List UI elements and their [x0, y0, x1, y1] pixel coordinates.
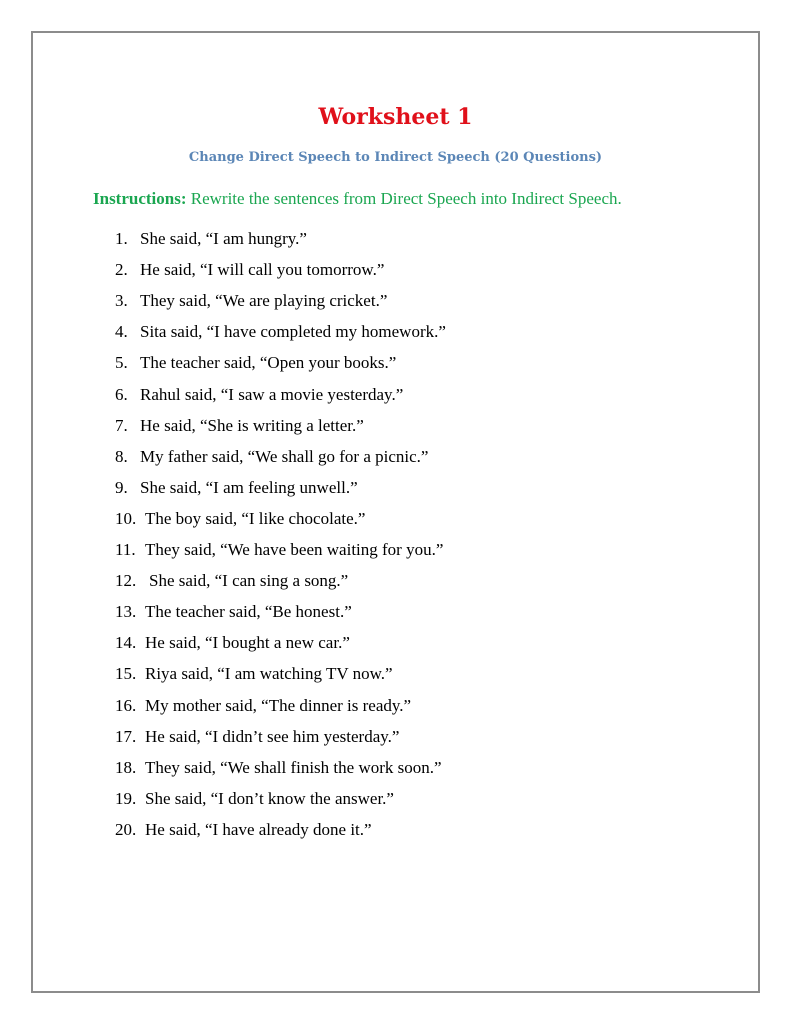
- question-text: Riya said, “I am watching TV now.”: [145, 664, 393, 684]
- question-text: She said, “I am hungry.”: [140, 229, 307, 248]
- question-number: 19.: [115, 788, 137, 808]
- instructions: [93, 189, 622, 209]
- question-number: 6.: [115, 384, 128, 404]
- question-text: She said, “I don’t know the answer.”: [145, 788, 394, 808]
- question-number: 12.: [115, 571, 137, 591]
- question-number: 1.: [115, 229, 128, 248]
- worksheet-subtitle: Change Direct Speech to Indirect Speech (20 Questions): [188, 150, 603, 165]
- question-text: My mother said, “The dinner is ready.”: [145, 695, 412, 715]
- question-text: The boy said, “I like chocolate.”: [145, 508, 366, 528]
- question-number: 4.: [115, 322, 128, 342]
- question-text: Rahul said, “I saw a movie yesterday.”: [140, 384, 404, 404]
- question-number: 20.: [115, 819, 137, 839]
- question-text: Sita said, “I have completed my homework.”: [140, 322, 446, 342]
- question-number: 14.: [115, 633, 137, 653]
- question-text: She said, “I can sing a song.”: [149, 571, 349, 591]
- question-number: 9.: [115, 477, 128, 497]
- question-text: They said, “We shall finish the work soon.”: [145, 757, 442, 777]
- question-number: 3.: [115, 291, 128, 311]
- question-number: 18.: [115, 757, 137, 777]
- instructions-label: Instructions:: [93, 189, 187, 208]
- question-number: 8.: [115, 446, 128, 466]
- question-text: He said, “I didn’t see him yesterday.”: [145, 726, 400, 746]
- question-number: 5.: [115, 353, 128, 373]
- question-number: 7.: [115, 415, 128, 435]
- question-text: He said, “I have already done it.”: [145, 819, 372, 839]
- question-text: She said, “I am feeling unwell.”: [140, 477, 358, 497]
- question-number: 10.: [115, 508, 137, 528]
- question-number: 2.: [115, 260, 128, 280]
- question-text: They said, “We have been waiting for you.”: [145, 540, 444, 559]
- question-text: He said, “I bought a new car.”: [145, 633, 350, 653]
- question-text: The teacher said, “Be honest.”: [145, 602, 352, 622]
- question-text: He said, “I will call you tomorrow.”: [140, 260, 385, 280]
- question-text: The teacher said, “Open your books.”: [140, 353, 397, 373]
- question-number: 15.: [115, 664, 137, 684]
- question-text: They said, “We are playing cricket.”: [140, 291, 388, 311]
- question-number: 17.: [115, 726, 137, 746]
- worksheet-title: Worksheet 1: [318, 104, 473, 130]
- instructions-text: Rewrite the sentences from Direct Speech into Indirect Speech.: [186, 189, 622, 208]
- question-number: 13.: [115, 602, 137, 622]
- question-number: 16.: [115, 695, 137, 715]
- question-text: He said, “She is writing a letter.”: [140, 415, 364, 435]
- question-text: My father said, “We shall go for a picnic.”: [140, 446, 429, 466]
- page-border: [31, 31, 760, 993]
- question-number: 11.: [115, 540, 136, 559]
